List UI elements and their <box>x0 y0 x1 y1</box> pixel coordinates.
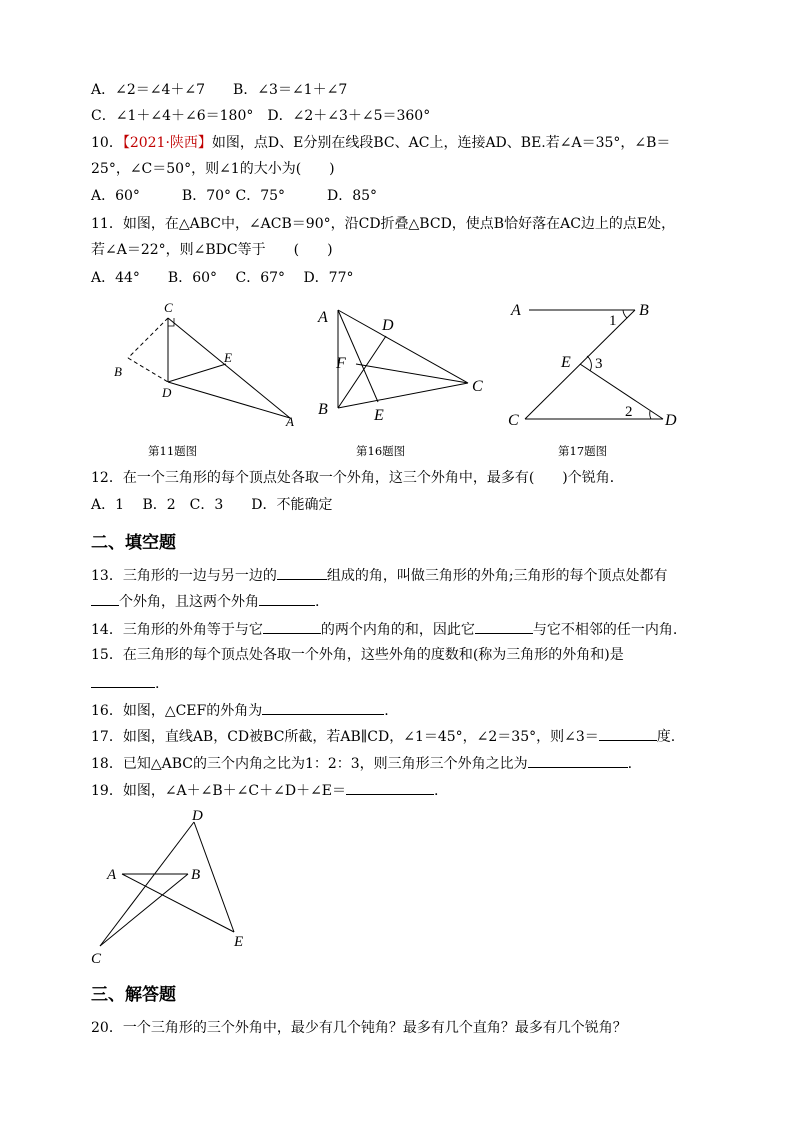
q11-line1: 11．如图，在△ABC中，∠ACB＝90°，沿CD折叠△BCD，使点B恰好落在AC边上的点E处， <box>91 216 676 232</box>
fig17-label-angle1: 1 <box>609 313 617 329</box>
fig11-label-b: B <box>114 364 122 379</box>
fig17-label-e: E <box>561 354 571 371</box>
q13-blank-3[interactable] <box>259 591 315 606</box>
q17-blank[interactable] <box>599 726 657 741</box>
q14-blank-2[interactable] <box>475 619 533 634</box>
fig11-label-e: E <box>224 350 232 365</box>
q10-options: A．60° B．70° C．75° D．85° <box>91 188 378 204</box>
figure-16 <box>310 298 490 438</box>
q9-options-row1 <box>91 80 347 100</box>
q12-line1: 12．在一个三角形的每个顶点处各取一个外角，这三个外角中，最多有( )个锐角． <box>91 470 624 486</box>
fig11-label-a: A <box>286 414 294 429</box>
fig16-label-d: D <box>382 317 394 334</box>
q13-blank-1[interactable] <box>277 565 327 580</box>
fig16-label-a: A <box>318 309 328 326</box>
q19-blank[interactable] <box>346 780 434 795</box>
q14-blank-1[interactable] <box>263 619 321 634</box>
q15-line2: . <box>91 673 159 694</box>
fig17-label-d: D <box>665 412 677 429</box>
q17-line: 17．如图，直线AB，CD被BC所截，若AB∥CD，∠1＝45°，∠2＝35°，则∠3＝ 度. <box>91 726 675 747</box>
q12-options: A．1 B．2 C．3 D．不能确定 <box>91 497 333 513</box>
fig16-label-b: B <box>318 401 328 418</box>
section-answer-title: 三、解答题 <box>91 985 176 1005</box>
q10-line1: 10．【2021·陕西】如图，点D、E分别在线段BC、AC上，连接AD、BE.若∠A＝35°，∠B＝ <box>91 135 671 151</box>
q10-line2: 25°，∠C＝50°，则∠1的大小为( ) <box>91 161 335 177</box>
q19-line: 19．如图，∠A＋∠B＋∠C＋∠D＋∠E＝ . <box>91 780 438 801</box>
fig11-caption: 第11题图 <box>148 444 198 458</box>
q10-source-tag: 【2021·陕西】 <box>122 135 212 151</box>
fig16-label-c: C <box>472 378 483 395</box>
fig19-label-a: A <box>107 867 117 883</box>
fig19-label-d: D <box>192 808 203 824</box>
q18-blank[interactable] <box>528 753 628 768</box>
figure-19 <box>88 806 258 966</box>
fig17-label-a: A <box>511 302 521 319</box>
fig16-caption: 第16题图 <box>356 444 406 458</box>
figure-11 <box>110 298 310 438</box>
q11-line2: 若∠A＝22°，则∠BDC等于 ( ) <box>91 242 333 258</box>
fig17-label-angle2: 2 <box>625 404 633 420</box>
q15-blank[interactable] <box>91 673 155 688</box>
fig16-label-e: E <box>374 407 384 424</box>
q11-options: A．44° B．60° C．67° D．77° <box>91 270 354 286</box>
figure-17 <box>505 298 695 438</box>
fig17-label-c: C <box>508 412 519 429</box>
q13-line2: 个外角，且这两个外角 . <box>91 591 319 612</box>
fig11-label-d: D <box>162 385 172 400</box>
fig11-label-c: C <box>164 300 173 315</box>
q9-option-d: D．∠2＋∠3＋∠5＝360° <box>267 108 431 124</box>
q16-line: 16．如图，△CEF的外角为 . <box>91 700 389 721</box>
fig16-label-f: F <box>336 355 346 372</box>
q16-blank[interactable] <box>262 700 384 715</box>
section-fill-in-title: 二、填空题 <box>91 533 176 553</box>
q15-line1: 15．在三角形的每个顶点处各取一个外角，这些外角的度数和(称为三角形的外角和)是 <box>91 647 624 663</box>
fig19-label-c: C <box>91 951 102 967</box>
fig19-label-b: B <box>191 867 201 883</box>
q18-line: 18．已知△ABC的三个内角之比为1：2：3，则三角形三个外角之比为 . <box>91 753 632 774</box>
q13-blank-2[interactable] <box>91 591 119 606</box>
fig17-label-b: B <box>639 302 649 319</box>
fig17-label-angle3: 3 <box>595 356 603 372</box>
q20-line: 20．一个三角形的三个外角中，最少有几个钝角？最多有几个直角？最多有几个锐角？ <box>91 1020 627 1036</box>
q9-option-b: B．∠3＝∠1＋∠7 <box>233 82 348 98</box>
fig19-label-e: E <box>234 934 244 950</box>
q9-options-row2 <box>91 106 430 126</box>
q13-line1: 13．三角形的一边与另一边的 组成的角，叫做三角形的外角;三角形的每个顶点处都有 <box>91 565 668 586</box>
q9-option-c: C．∠1＋∠4＋∠6＝180° <box>91 108 254 124</box>
q14-line: 14．三角形的外角等于与它 的两个内角的和，因此它 与它不相邻的任一内角. <box>91 619 677 640</box>
fig17-caption: 第17题图 <box>558 444 608 458</box>
q9-option-a: A．∠2＝∠4＋∠7 <box>91 82 206 98</box>
